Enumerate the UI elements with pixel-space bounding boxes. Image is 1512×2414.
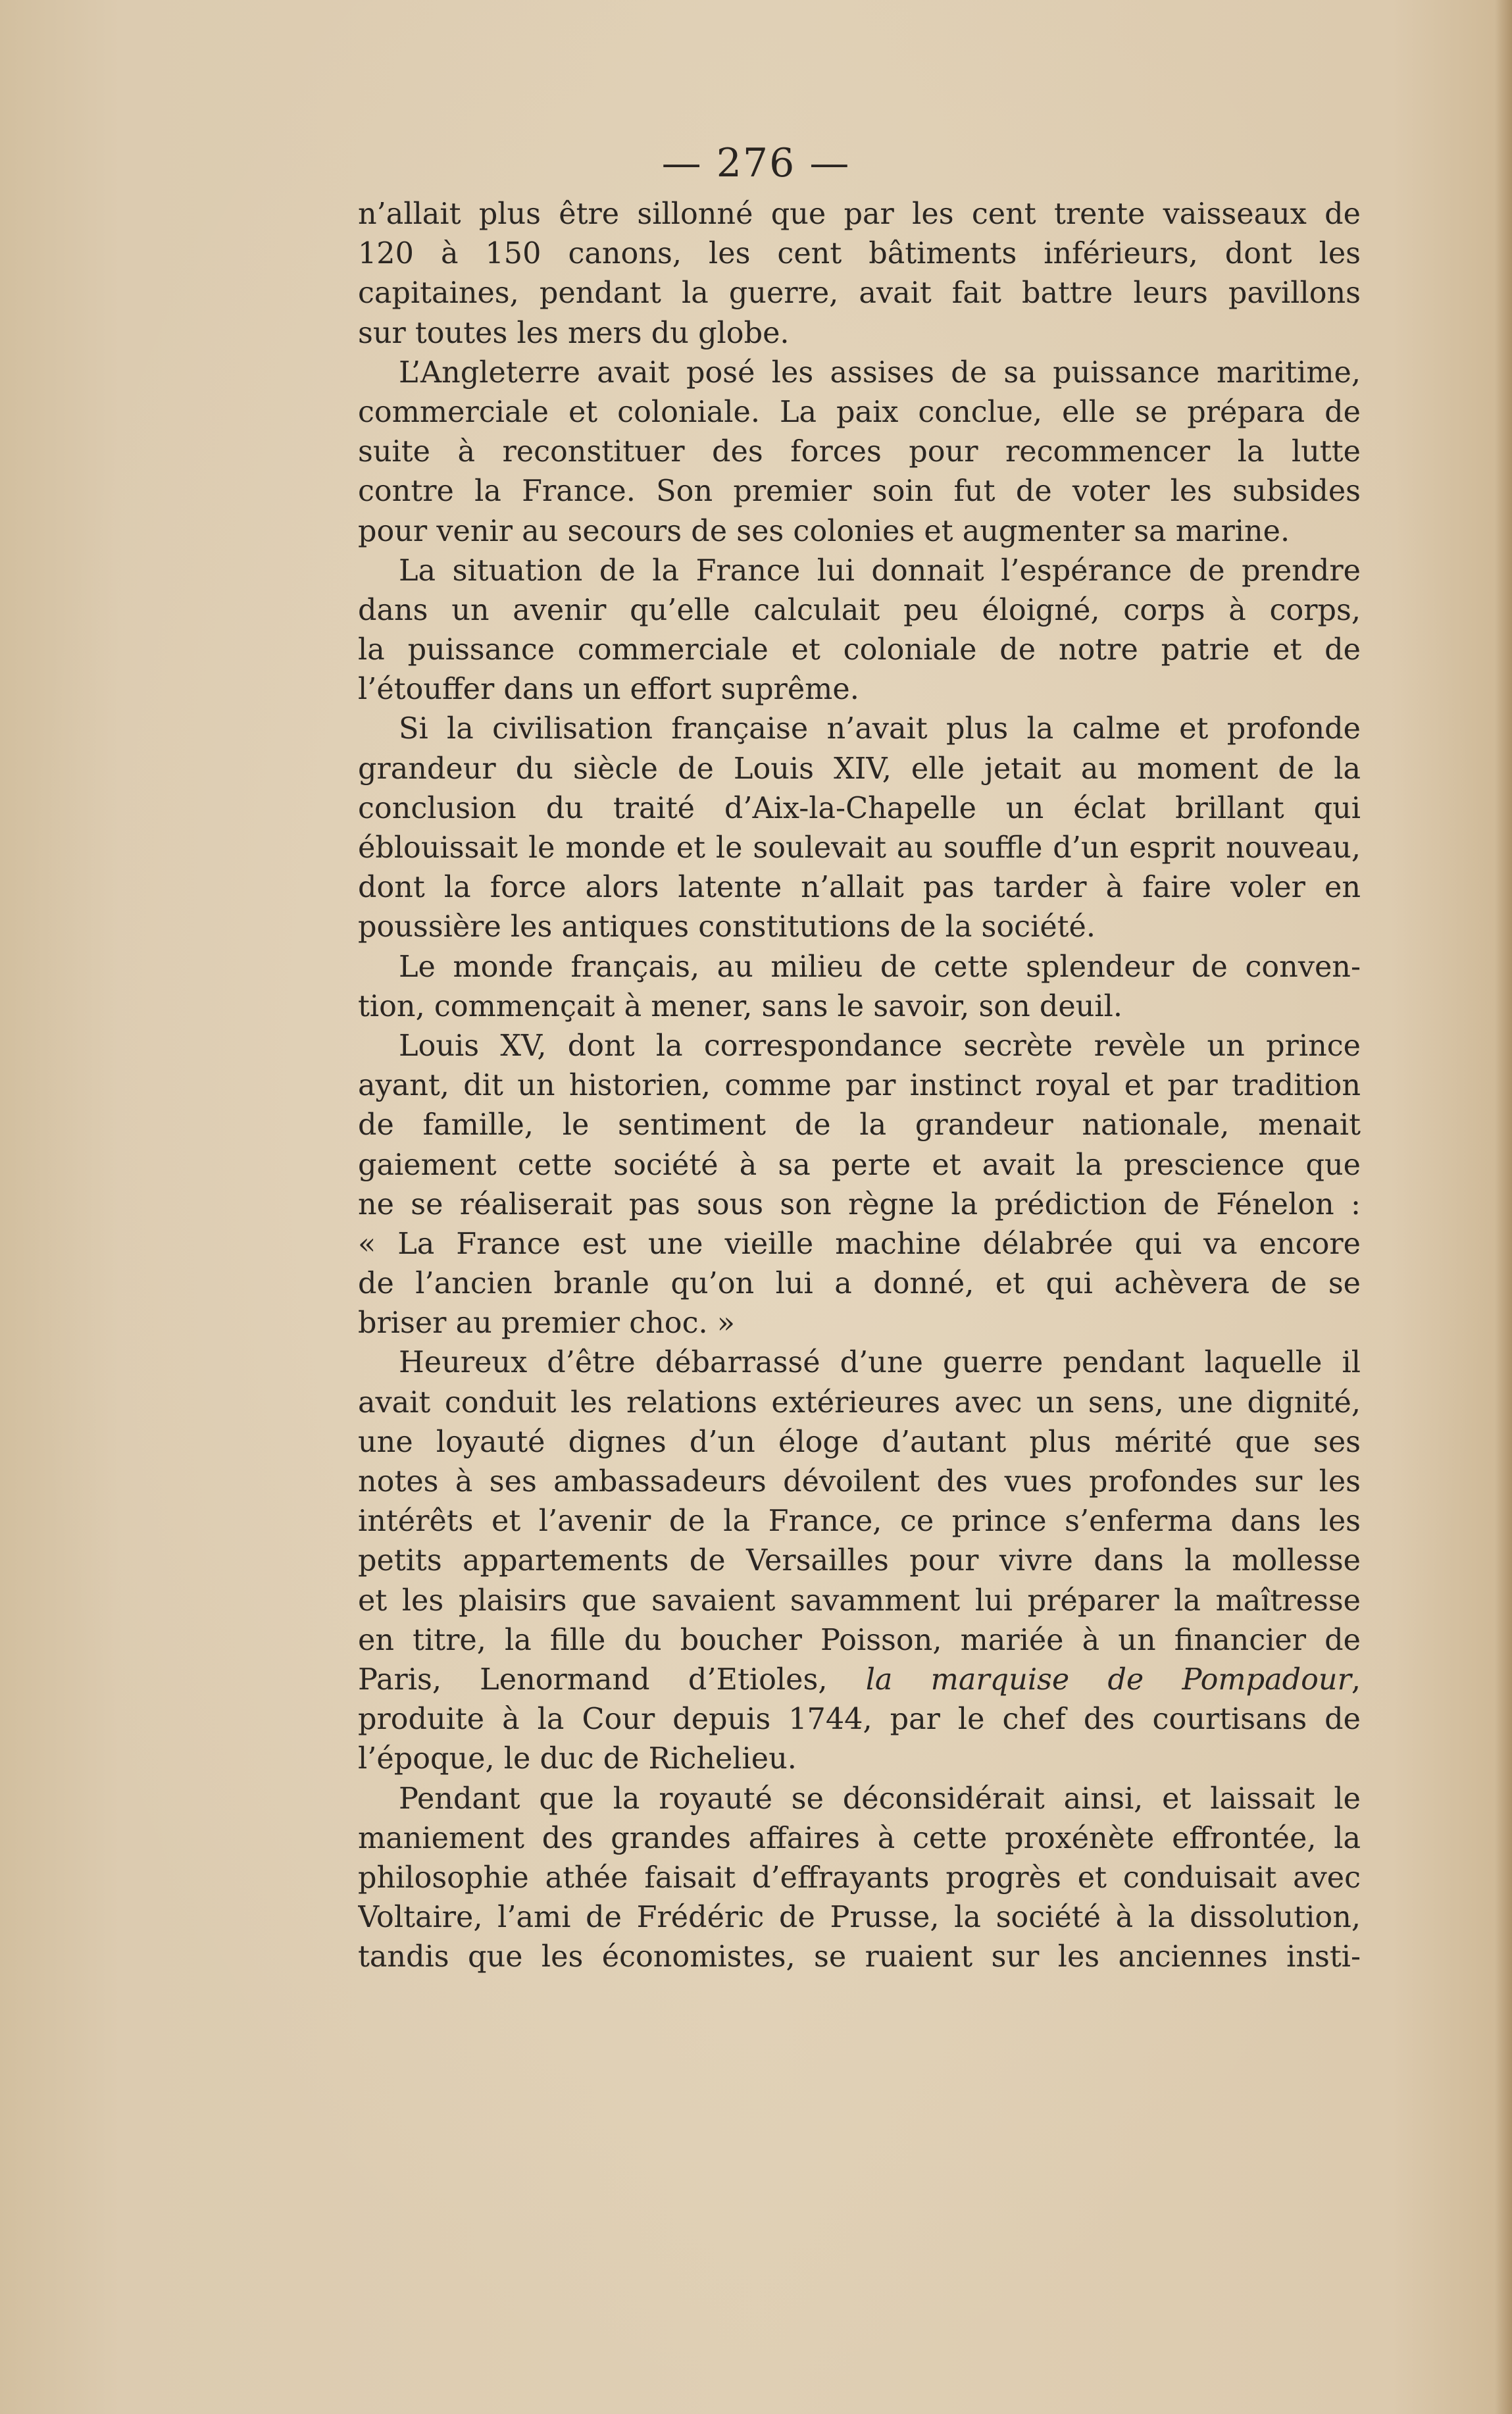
text-line: dont la force alors latente n’allait pas tarder à faire voler en [358, 871, 1361, 905]
text-line: pour venir au secours de ses colonies et augmenter sa marine. [358, 514, 1290, 548]
text-line: « La France est une vieille machine délabrée qui va encore [358, 1227, 1361, 1261]
text-line: Louis XV, dont la correspondance secrète revèle un prince [399, 1029, 1361, 1063]
text-line: tandis que les économistes, se ruaient sur les anciennes insti- [358, 1940, 1361, 1974]
text-line: briser au premier choc. » [358, 1306, 736, 1341]
text-line: contre la France. Son premier soin fut de voter les subsides [358, 475, 1361, 509]
text-line: petits appartements de Versailles pour vivre dans la mollesse [358, 1544, 1361, 1578]
text-line: de l’ancien branle qu’on lui a donné, et qui achèvera de se [358, 1267, 1361, 1301]
text-line: la puissance commerciale et coloniale de notre patrie et de [358, 633, 1361, 667]
italic-name: la marquise de Pompadour [865, 1662, 1351, 1697]
text-line: Le monde français, au milieu de cette splendeur de conven- [399, 950, 1361, 984]
text-line: Voltaire, l’ami de Frédéric de Prusse, la société à la dissolution, [358, 1901, 1361, 1935]
text-line: capitaines, pendant la guerre, avait fait battre leurs pavillons [358, 276, 1361, 311]
text-line: n’allait plus être sillonné que par les cent trente vaisseaux de [358, 197, 1361, 231]
text-line: l’étouffer dans un effort suprême. [358, 673, 859, 707]
text-line: ayant, dit un historien, comme par instinct royal et par tradition [358, 1069, 1361, 1103]
text-line: une loyauté dignes d’un éloge d’autant plus mérité que ses [358, 1425, 1361, 1459]
text-line: conclusion du traité d’Aix-la-Chapelle un éclat brillant qui [358, 791, 1361, 825]
text-line: commerciale et coloniale. La paix conclue, elle se prépara de [358, 395, 1361, 429]
text-line: l’époque, le duc de Richelieu. [358, 1742, 797, 1776]
text-line: maniement des grandes affaires à cette proxénète effrontée, la [358, 1821, 1361, 1855]
text-line: éblouissait le monde et le soulevait au souffle d’un esprit nouveau, [358, 831, 1361, 865]
text-line: dans un avenir qu’elle calculait peu éloigné, corps à corps, [358, 593, 1361, 627]
text-line: Si la civilisation française n’avait plus la calme et profonde [399, 712, 1361, 746]
text-line: philosophie athée faisait d’effrayants progrès et conduisait avec [358, 1861, 1361, 1895]
page-edge-shadow [1495, 0, 1512, 2414]
text-line: avait conduit les relations extérieures avec un sens, une dignité, [358, 1385, 1361, 1420]
text-line: suite à reconstituer des forces pour recommencer la lutte [358, 435, 1361, 469]
text-line: 120 à 150 canons, les cent bâtiments inférieurs, dont les [358, 237, 1361, 271]
page-number: — 276 — [661, 140, 851, 186]
text-line: Pendant que la royauté se déconsidérait ainsi, et laissait le [399, 1782, 1361, 1816]
text-line: ne se réaliserait pas sous son règne la prédiction de Fénelon : [358, 1187, 1361, 1221]
text-line: tion, commençait à mener, sans le savoir, son deuil. [358, 989, 1122, 1023]
body-text [358, 195, 1361, 1977]
text-line: intérêts et l’avenir de la France, ce prince s’enferma dans les [358, 1504, 1361, 1539]
text-line: en titre, la fille du boucher Poisson, mariée à un financier de [358, 1623, 1361, 1657]
text-line: produite à la Cour depuis 1744, par le chef des courtisans de [358, 1703, 1361, 1737]
text-line: sur toutes les mers du globe. [358, 316, 790, 350]
text-line: La situation de la France lui donnait l’espérance de prendre [399, 553, 1361, 588]
text-line: poussière les antiques constitutions de la société. [358, 910, 1096, 944]
text-line: Paris, Lenormand d’Etioles, la marquise de Pompadour, [358, 1662, 1361, 1697]
text-line: de famille, le sentiment de la grandeur nationale, menait [358, 1108, 1361, 1143]
text-line: et les plaisirs que savaient savamment lui préparer la maîtresse [358, 1583, 1361, 1618]
text-line: grandeur du siècle de Louis XIV, elle jetait au moment de la [358, 752, 1361, 786]
text-line: notes à ses ambassadeurs dévoilent des vues profondes sur les [358, 1465, 1361, 1499]
text-line: L’Angleterre avait posé les assises de sa puissance maritime, [399, 355, 1361, 390]
text-line: Heureux d’être débarrassé d’une guerre pendant laquelle il [399, 1346, 1361, 1380]
text-line: gaiement cette société à sa perte et avait la prescience que [358, 1148, 1361, 1182]
